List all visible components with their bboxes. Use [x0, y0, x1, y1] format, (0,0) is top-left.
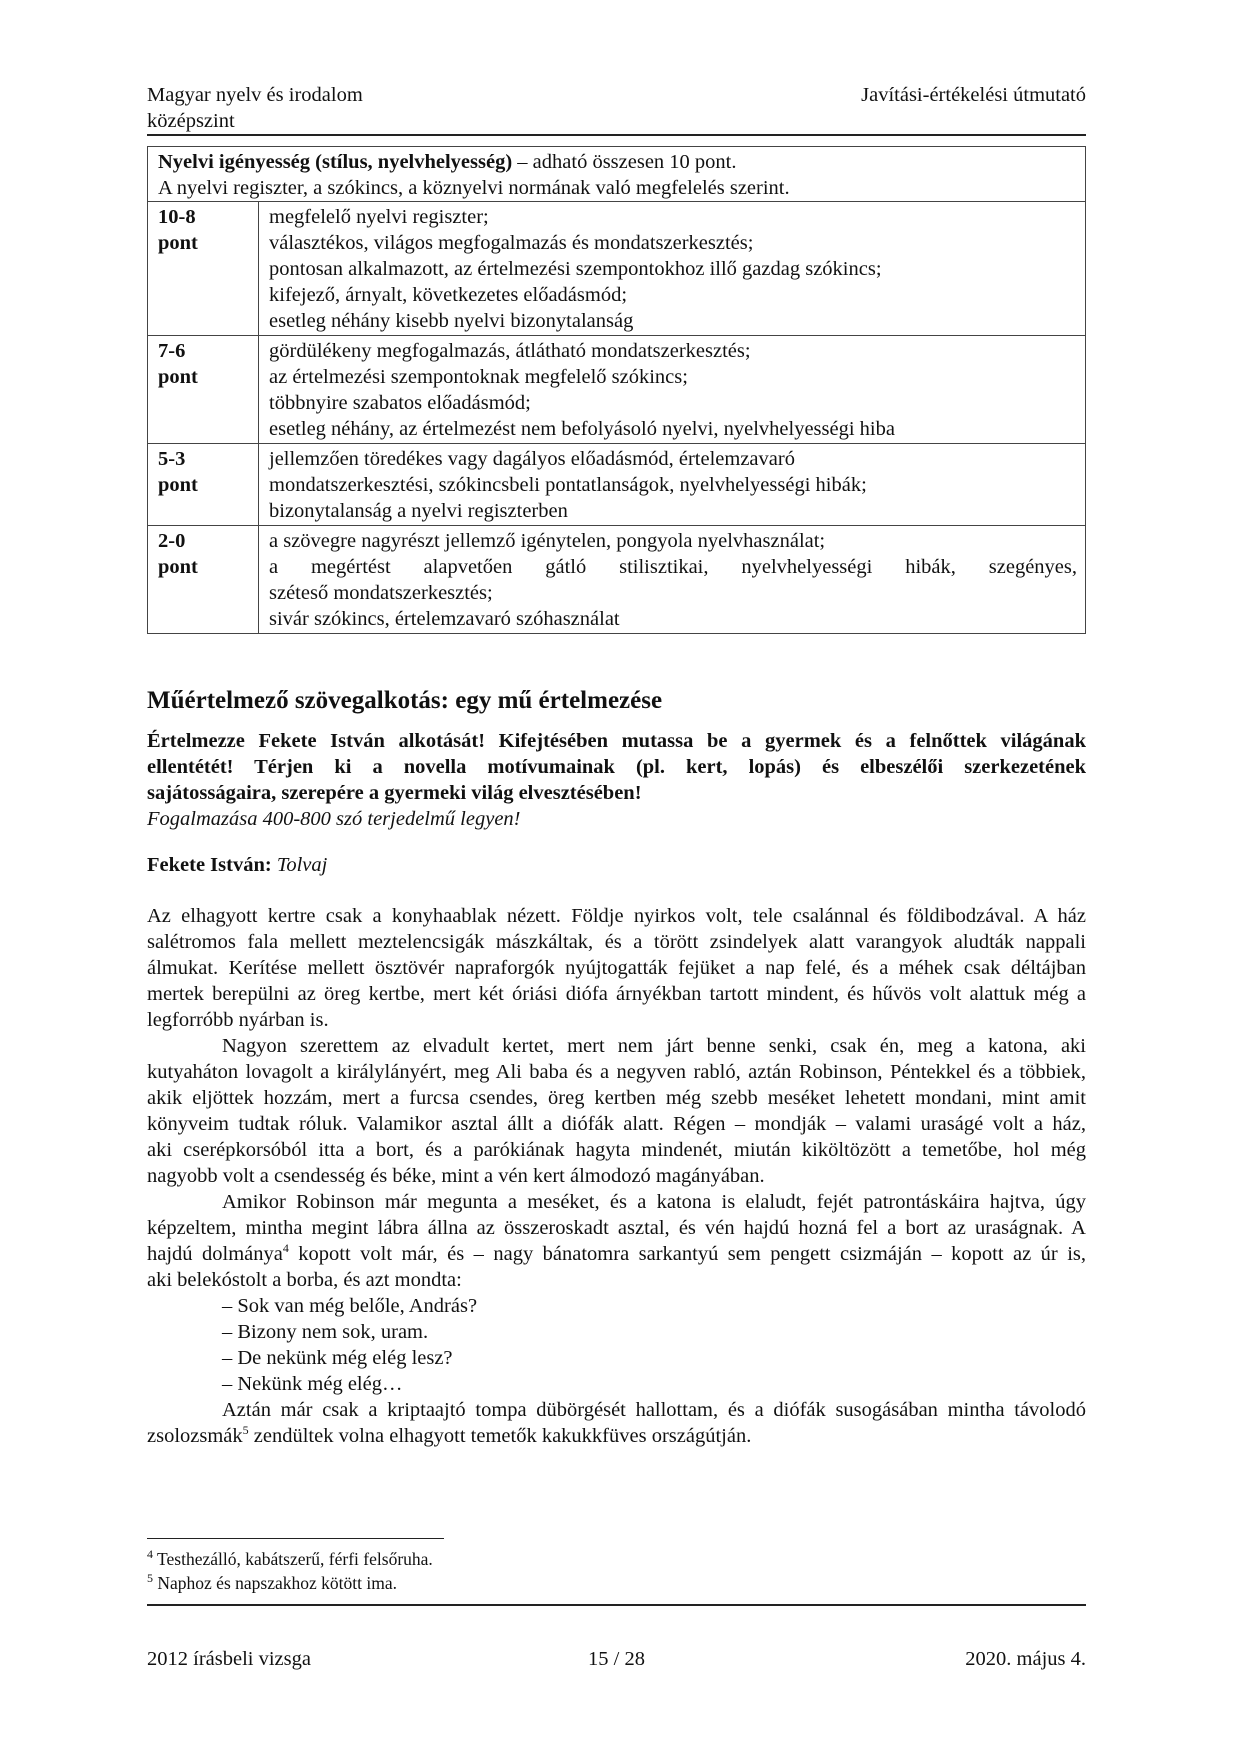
criteria-row — [148, 444, 1086, 526]
description-line: gördülékeny megfogalmazás, átlátható mondatszerkesztés; — [269, 340, 751, 362]
story-line: aki cserépkorsóból itta a bort, és a parókiának hagyta mindenét, miután kiköltözött a temetőbe, hol még — [147, 1139, 1086, 1161]
page-header — [147, 82, 1086, 136]
description-line: jellemzően töredékes vagy dagályos előadásmód, értelemzavaró — [269, 448, 795, 470]
story-line: képzeltem, mintha megint lábra állna az összeroskadt asztal, és vén hajdú hozná fel a bort az uraságnak. A — [147, 1217, 1086, 1239]
description-line: bizonytalanság a nyelvi regiszterben — [269, 500, 568, 522]
score-unit: pont — [158, 232, 198, 254]
criteria-row — [148, 202, 1086, 336]
description-line: esetleg néhány kisebb nyelvi bizonytalanság — [269, 310, 634, 332]
footnote-number: 5 — [147, 1571, 153, 1586]
criteria-subtitle: A nyelvi regiszter, a szókincs, a köznyelvi normának való megfelelés szerint. — [158, 177, 790, 199]
story-fragment: kopott volt már, és – nagy bánatomra sarkantyú sem pengett csizmáján – kopott az úr is, — [288, 1243, 1086, 1265]
story-line: aki belekóstolt a borba, és azt mondta: — [147, 1269, 462, 1291]
story-line — [147, 1241, 1086, 1267]
story-paragraph — [147, 1033, 1086, 1189]
criteria-row — [148, 336, 1086, 444]
story-fragment: hajdú dolmánya — [147, 1243, 283, 1265]
story-line: legforróbb nyárban is. — [147, 1009, 329, 1031]
score-unit: pont — [158, 474, 198, 496]
description-line: megfelelő nyelvi regiszter; — [269, 206, 489, 228]
story-line: könyveim tudtak róluk. Valamikor asztal állt a diófák alatt. Régen – mondják – valami uraságé volt a ház, — [147, 1113, 1086, 1135]
criteria-table — [147, 146, 1086, 634]
story-line: nagyobb volt a csendesség és béke, mint a vén kert álmodozó magányában. — [147, 1165, 765, 1187]
description-cell — [259, 336, 1086, 444]
story-line: Az elhagyott kertre csak a konyhaablak nézett. Földje nyirkos volt, tele csalánnal és földibodzával. A ház — [147, 905, 1086, 927]
criteria-header-cell — [148, 147, 1086, 202]
story-line: mertek berepülni az öreg kertbe, mert két óriási diófa árnyékban tartott mindent, és hűvös volt alattuk még a — [147, 983, 1086, 1005]
subject-label: Magyar nyelv és irodalom — [147, 84, 363, 106]
page-number: 15 / 28 — [588, 1648, 645, 1670]
story-paragraph — [147, 1189, 1086, 1293]
description-line: kifejező, árnyalt, következetes előadásmód; — [269, 284, 628, 306]
description-line: a megértést alapvetően gátló stilisztikai, nyelvhelyességi hibák, szegényes, — [269, 556, 1077, 578]
footnote-text: Naphoz és napszakhoz kötött ima. — [153, 1573, 397, 1593]
description-line: széteső mondatszerkesztés; — [269, 582, 493, 604]
story-line: kutyaháton lovagolt a királylányért, meg Ali baba és a negyven rabló, aztán Robinson, Péntekkel és a többiek, — [147, 1061, 1086, 1083]
description-line: választékos, világos megfogalmazás és mondatszerkesztés; — [269, 232, 754, 254]
score-cell — [148, 336, 259, 444]
score-cell — [148, 444, 259, 526]
description-line: többnyire szabatos előadásmód; — [269, 392, 531, 414]
section-title: Műértelmező szövegalkotás: egy mű értelmezése — [147, 687, 663, 714]
story-text — [147, 903, 1086, 1449]
description-line: az értelmezési szempontoknak megfelelő szókincs; — [269, 366, 688, 388]
footnote-ref: 4 — [282, 1241, 289, 1256]
score-range: 5-3 — [158, 448, 186, 470]
story-line — [147, 1423, 1086, 1449]
task-line: ellentétét! Térjen ki a novella motívumainak (pl. kert, lopás) és elbeszélői szerkezetének — [147, 756, 1086, 778]
score-unit: pont — [158, 556, 198, 578]
exam-code: 2012 írásbeli vizsga — [147, 1648, 311, 1670]
work-author: Fekete István: — [147, 854, 272, 876]
score-unit: pont — [158, 366, 198, 388]
footer-divider — [147, 1604, 1086, 1606]
criteria-header-row — [148, 147, 1086, 202]
score-cell — [148, 202, 259, 336]
description-line: sivár szókincs, értelemzavaró szóhasználat — [269, 608, 620, 630]
criteria-title: Nyelvi igényesség (stílus, nyelvhelyesség) — [158, 151, 513, 173]
story-line: akik eljöttek hozzám, mert a furcsa csendes, öreg kertben még szebb meséket lehetett mondani, mint amit — [147, 1087, 1086, 1109]
story-line: álmukat. Kerítése mellett ösztövér napraforgók nyújtogatták fejüket a nap felé, és a méhek csak déltájban — [147, 957, 1086, 979]
story-fragment: zendültek volna elhagyott temetők kakukkfüves országútján. — [248, 1425, 752, 1447]
footnote-ref: 5 — [242, 1423, 249, 1438]
story-paragraph — [147, 1397, 1086, 1449]
story-line: Aztán már csak a kriptaajtó tompa dübörgését hallottam, és a diófák susogásában mintha távolodó — [222, 1399, 1086, 1421]
dialogue-line: – De nekünk még elég lesz? — [222, 1347, 453, 1369]
story-fragment: zsolozsmák — [147, 1425, 243, 1447]
criteria-title-rest: – adható összesen 10 pont. — [512, 151, 737, 173]
footnote-number: 4 — [147, 1547, 153, 1562]
footnote — [147, 1548, 433, 1570]
footnote-divider — [147, 1538, 444, 1539]
exam-date: 2020. május 4. — [965, 1648, 1086, 1670]
description-line: mondatszerkesztési, szókincsbeli pontatlanságok, nyelvhelyességi hibák; — [269, 474, 867, 496]
doc-type-label: Javítási-értékelési útmutató — [861, 84, 1086, 106]
work-title: Tolvaj — [276, 854, 328, 876]
task-line: Értelmezze Fekete István alkotását! Kifejtésében mutassa be a gyermek és a felnőttek világának — [147, 730, 1086, 752]
page-footer — [147, 1646, 1086, 1672]
description-cell — [259, 202, 1086, 336]
footnote — [147, 1572, 397, 1594]
description-line: a szövegre nagyrészt jellemző igénytelen, pongyola nyelvhasználat; — [269, 530, 826, 552]
story-line: Nagyon szerettem az elvadult kertet, mert nem járt benne senki, csak én, meg a katona, aki — [222, 1035, 1086, 1057]
exam-page — [147, 0, 1086, 1755]
length-instruction: Fogalmazása 400-800 szó terjedelmű legyen! — [147, 808, 521, 830]
score-cell — [148, 526, 259, 634]
story-paragraph — [147, 903, 1086, 1033]
task-line: sajátosságaira, szerepére a gyermeki világ elvesztésében! — [147, 782, 642, 804]
level-label: középszint — [147, 110, 235, 132]
description-line: pontosan alkalmazott, az értelmezési szempontokhoz illő gazdag szókincs; — [269, 258, 882, 280]
score-range: 2-0 — [158, 530, 186, 552]
task-prompt — [147, 728, 1086, 806]
description-line: esetleg néhány, az értelmezést nem befolyásoló nyelvi, nyelvhelyességi hiba — [269, 418, 895, 440]
work-heading — [147, 852, 327, 878]
description-cell — [259, 526, 1086, 634]
score-range: 10-8 — [158, 206, 196, 228]
story-line: Amikor Robinson már megunta a meséket, és a katona is elaludt, fejét patrontáskáira hajtva, úgy — [222, 1191, 1086, 1213]
footnote-text: Testhezálló, kabátszerű, férfi felsőruha. — [153, 1549, 433, 1569]
dialogue-line: – Sok van még belőle, András? — [222, 1295, 478, 1317]
dialogue-line: – Bizony nem sok, uram. — [222, 1321, 429, 1343]
story-line: salétromos fala mellett meztelencsigák mászkáltak, és a törött zsindelyek alatt varangyok aludták nappali — [147, 931, 1086, 953]
criteria-row — [148, 526, 1086, 634]
dialogue — [147, 1293, 1086, 1397]
score-range: 7-6 — [158, 340, 186, 362]
description-cell — [259, 444, 1086, 526]
dialogue-line: – Nekünk még elég… — [222, 1373, 403, 1395]
